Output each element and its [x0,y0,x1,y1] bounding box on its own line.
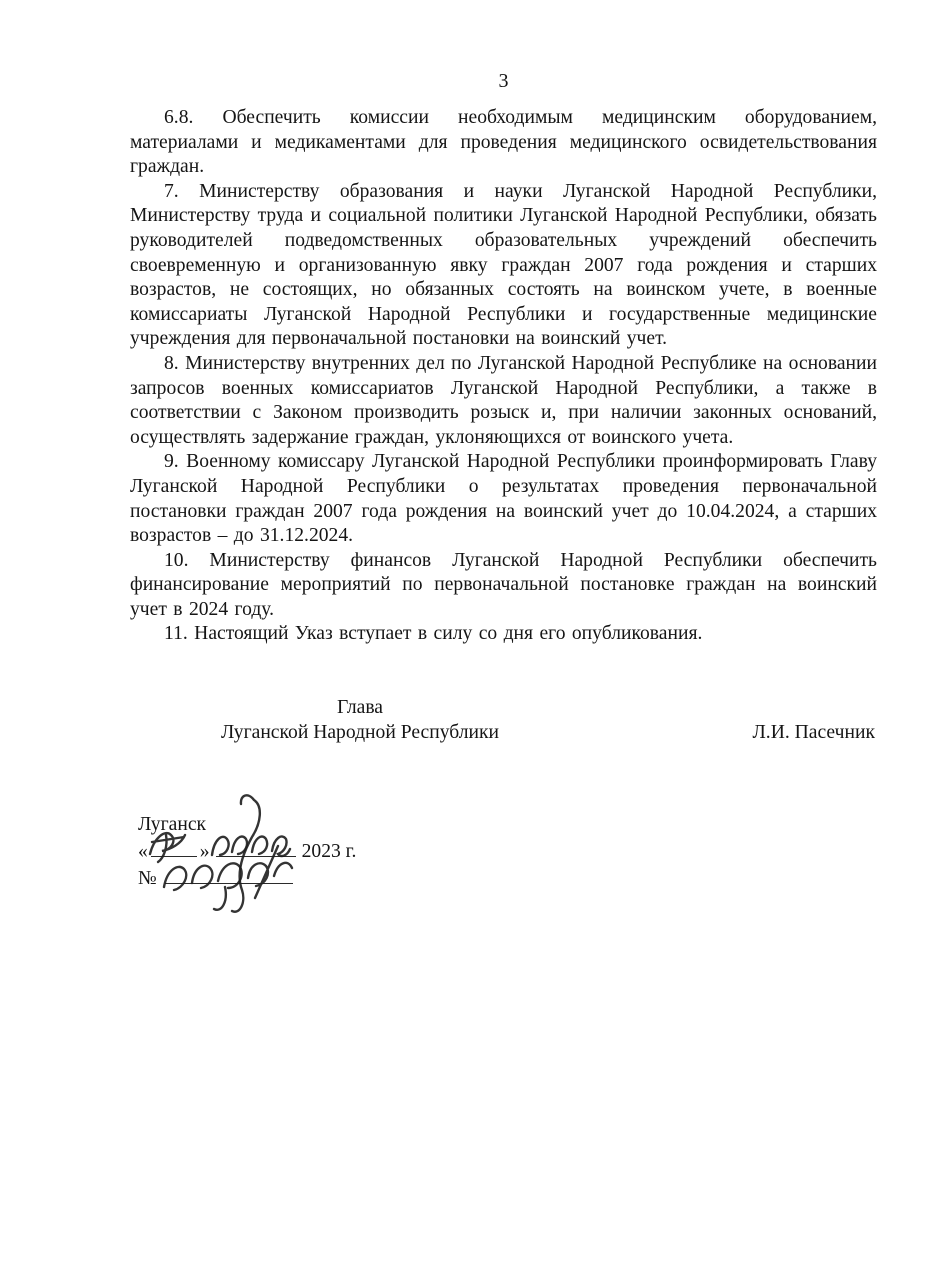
paragraph-9: 9. Военному комиссару Луганской Народной Республики проинформировать Главу Луганской Народной Республики о результатах проведения первоначальной постановки граждан 2007 года рождения на воинский учет до 10.04.2024, а старших возрастов – до 31.12.2024. [130,451,877,547]
issuance-date-line [138,838,356,865]
paragraph-11: 11. Настоящий Указ вступает в силу со дня его опубликования. [164,623,703,645]
issuance-number-line [138,865,356,892]
paragraph-10: 10. Министерству финансов Луганской Народной Республики обеспечить финансирование мероприятий по первоначальной постановке граждан на воинский учет в 2024 году. [130,549,877,620]
quote-close-mark: » [199,841,210,862]
issuance-city: Луганск [138,814,207,835]
decree-body [130,106,877,647]
signatory-title [130,696,590,745]
paragraph-8: 8. Министерству внутренних дел по Луганской Народной Республике на основании запросов военных комиссариатов Луганской Народной Республики, а также в соответствии с Законом производить розыск и, при наличии законных оснований, осуществлять задержание граждан, уклоняющихся от воинского учета. [130,352,877,448]
signature-block [130,696,877,745]
signatory-name: Л.И. Пасечник [752,721,875,743]
paragraph-7: 7. Министерству образования и науки Луганской Народной Республики, Министерству труда и социальной политики Луганской Народной Республики, обязать руководителей подведомственных образовательных учреждений обеспечить своевременную и организованную явку граждан 2007 года рождения и старших возрастов, не состоящих, но обязанных состоять на воинском учете, в военные комиссариаты Луганской Народной Республики и государственные медицинские учреждения для первоначальной постановки на воинский учет. [130,180,877,350]
page-number: 3 [498,70,509,92]
issuance-block [138,812,356,892]
number-blank-line [165,865,293,884]
day-blank-line [151,838,197,857]
quote-open-mark: « [138,841,148,862]
issuance-year: 2023 г. [301,841,357,862]
signatory-title-line2: Луганской Народной Республики [220,721,500,743]
paragraph-6-8: 6.8. Обеспечить комиссии необходимым медицинским оборудованием, материалами и медикаментами для проведения медицинского освидетельствования граждан. [130,107,877,178]
month-blank-line [216,838,296,857]
signatory-title-line1: Глава [336,697,384,718]
number-sign: № [138,868,157,889]
